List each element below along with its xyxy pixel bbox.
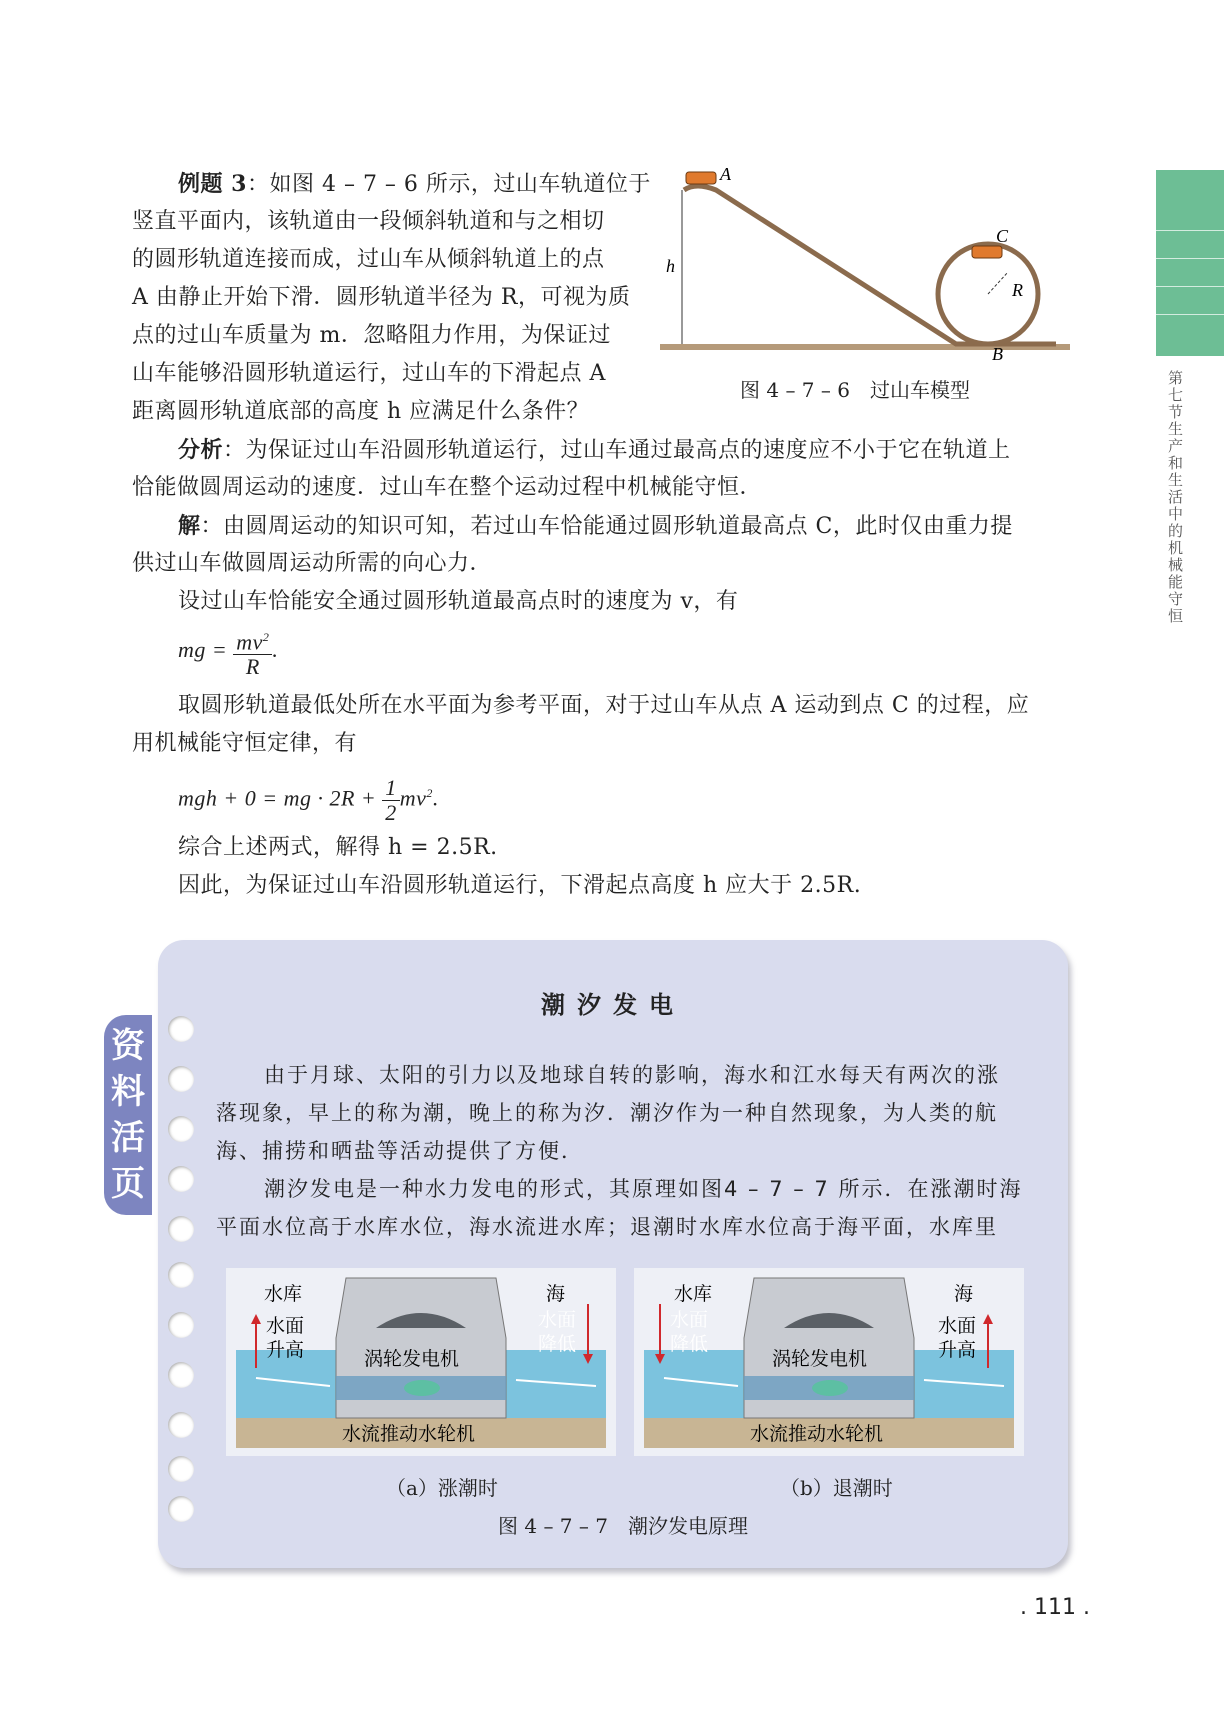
binder-ring-icon: [168, 1116, 194, 1142]
label-c: C: [996, 226, 1009, 246]
binder-ring-icon: [168, 1412, 194, 1438]
binder-ring-icon: [168, 1262, 194, 1288]
example-line-1: 竖直平面内，该轨道由一段倾斜轨道和与之相切: [132, 209, 605, 234]
figure-a-caption: （a）涨潮时: [386, 1476, 498, 1500]
svg-text:水面: 水面: [538, 1310, 577, 1331]
section-title: 生产和生活中的机械能守恒: [1168, 420, 1184, 625]
figure1-caption: 图 4 – 7 – 6 过山车模型: [740, 378, 970, 402]
svg-text:海: 海: [954, 1284, 974, 1305]
solution-line-4: 用机械能守恒定律，有: [132, 731, 358, 756]
svg-text:降低: 降低: [670, 1334, 709, 1355]
label-r: R: [1012, 280, 1023, 300]
label-h: h: [666, 256, 675, 276]
radius-line: [988, 272, 1008, 294]
info-badge: 资料活页: [104, 1015, 152, 1215]
svg-text:水库: 水库: [674, 1284, 713, 1305]
info-box: [158, 940, 1068, 1568]
solution-line-6: 因此，为保证过山车沿圆形轨道运行，下滑起点高度 h 应大于 2.5R.: [178, 873, 862, 898]
roller-coaster-figure: [656, 160, 1076, 360]
svg-text:涡轮发电机: 涡轮发电机: [772, 1349, 868, 1370]
analysis-line-0: 分析：为保证过山车沿圆形轨道运行，过山车通过最高点的速度应不小于它在轨道上: [178, 437, 1011, 463]
figure2-caption: 图 4 – 7 – 7 潮汐发电原理: [498, 1514, 748, 1538]
example-line-5: 山车能够沿圆形轨道运行，过山车的下滑起点 A: [132, 361, 606, 386]
example-line-3: A 由静止开始下滑．圆形轨道半径为 R，可视为质: [132, 285, 631, 310]
example-line-2: 的圆形轨道连接而成，过山车从倾斜轨道上的点: [132, 247, 605, 272]
example-line-0: 例题 3：如图 4 – 7 – 6 所示，过山车轨道位于: [178, 171, 651, 197]
solution-line-0: 解：由圆周运动的知识可知，若过山车恰能通过圆形轨道最高点 C，此时仅由重力提: [178, 513, 1013, 539]
svg-text:升高: 升高: [266, 1340, 305, 1361]
box-line-4: 平面水位高于水库水位，海水流进水库；退潮时水库水位高于海平面，水库里: [216, 1215, 998, 1239]
box-line-2: 海、捕捞和晒盐等活动提供了方便．: [216, 1139, 584, 1163]
binder-ring-icon: [168, 1312, 194, 1338]
svg-text:水库: 水库: [264, 1284, 303, 1305]
label-b: B: [992, 344, 1003, 360]
solution-line-3: 取圆形轨道最低处所在水平面为参考平面，对于过山车从点 A 运动到点 C 的过程，应: [178, 693, 1030, 718]
chapter-tab: [1156, 170, 1224, 356]
svg-text:升高: 升高: [938, 1340, 977, 1361]
svg-text:水面: 水面: [266, 1316, 305, 1337]
slope-track: [684, 186, 1056, 344]
svg-text:水面: 水面: [670, 1310, 709, 1331]
binder-ring-icon: [168, 1496, 194, 1522]
binder-ring-icon: [168, 1456, 194, 1482]
box-line-0: 由于月球、太阳的引力以及地球自转的影响，海水和江水每天有两次的涨: [264, 1063, 1000, 1087]
section-label: [1168, 370, 1188, 625]
example-label: 例题 3: [178, 171, 247, 197]
page-number: . 111 .: [1020, 1595, 1090, 1620]
analysis-line-1: 恰能做圆周运动的速度．过山车在整个运动过程中机械能守恒．: [132, 475, 763, 500]
svg-text:水面: 水面: [938, 1316, 977, 1337]
svg-text:海: 海: [546, 1284, 566, 1305]
box-title: 潮汐发电: [541, 991, 685, 1019]
svg-text:降低: 降低: [538, 1334, 577, 1355]
svg-text:水流推动水轮机: 水流推动水轮机: [750, 1424, 884, 1445]
tide-figure-b: [634, 1268, 1024, 1456]
tide-figure-a: [226, 1268, 616, 1456]
binder-ring-icon: [168, 1216, 194, 1242]
binder-ring-icon: [168, 1166, 194, 1192]
equation-2: mgh + 0 = mg · 2R + $\frac{1}{2}$ $mv^2$.: [178, 774, 439, 825]
binder-ring-icon: [168, 1362, 194, 1388]
section-number: 第七节: [1168, 369, 1184, 421]
cart-c-icon: [972, 246, 1002, 258]
example-line-6: 距离圆形轨道底部的高度 h 应满足什么条件？: [132, 399, 590, 424]
svg-text:水流推动水轮机: 水流推动水轮机: [342, 1424, 476, 1445]
solution-line-1: 供过山车做圆周运动所需的向心力．: [132, 551, 493, 576]
equation-1: mg = $\frac{mv^2}{R}$ .: [178, 625, 278, 679]
solution-line-5: 综合上述两式，解得 h = 2.5R.: [178, 835, 498, 860]
box-line-1: 落现象，早上的称为潮，晚上的称为汐．潮汐作为一种自然现象，为人类的航: [216, 1101, 998, 1125]
box-line-3: 潮汐发电是一种水力发电的形式，其原理如图4 – 7 – 7 所示．在涨潮时海: [264, 1177, 1023, 1201]
figure-b-caption: （b）退潮时: [780, 1476, 893, 1500]
binder-ring-icon: [168, 1066, 194, 1092]
example-line-4: 点的过山车质量为 m．忽略阻力作用，为保证过: [132, 323, 611, 348]
cart-a-icon: [686, 172, 716, 184]
svg-text:涡轮发电机: 涡轮发电机: [364, 1349, 460, 1370]
solution-line-2: 设过山车恰能安全通过圆形轨道最高点时的速度为 v，有: [178, 589, 739, 614]
label-a: A: [720, 164, 731, 184]
